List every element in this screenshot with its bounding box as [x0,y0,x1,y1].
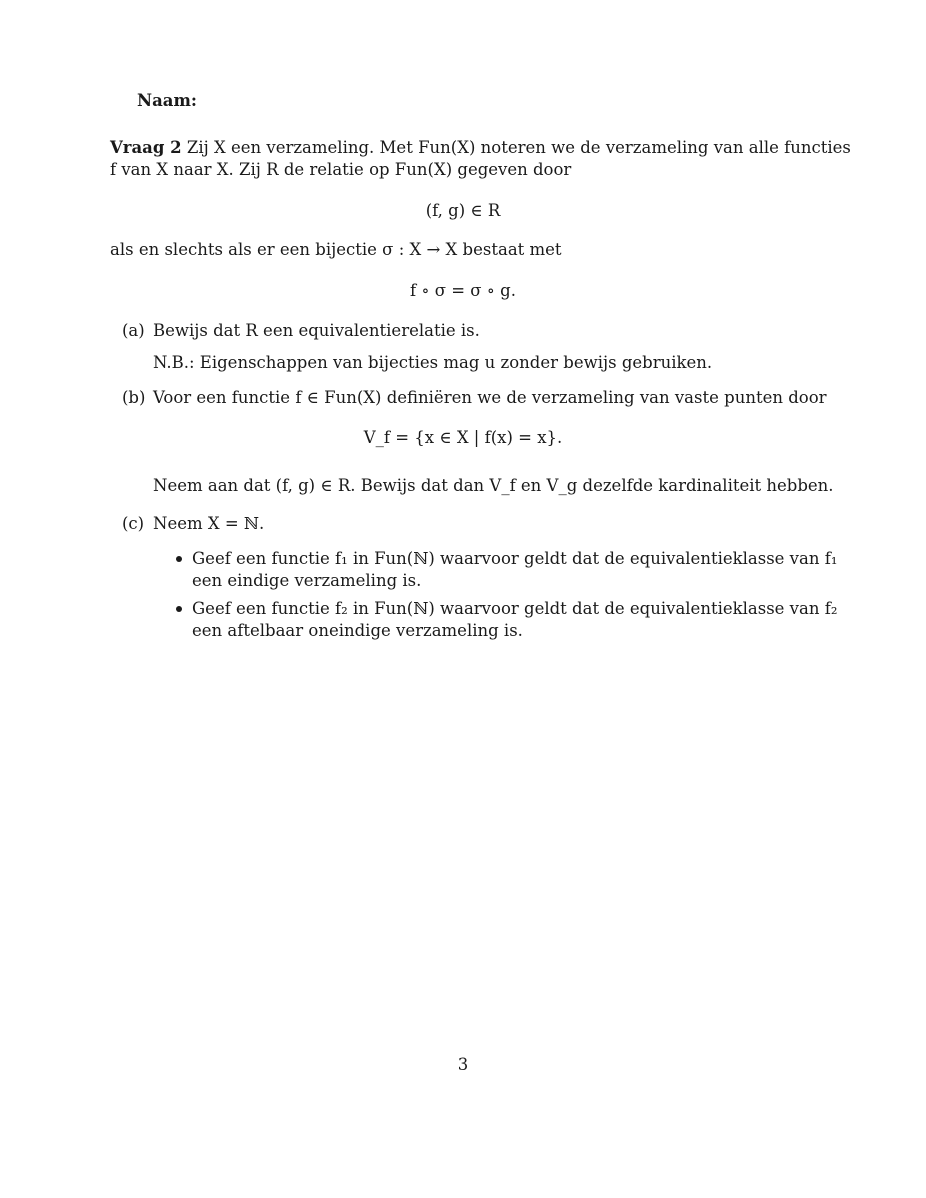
part-a-text: Bewijs dat R een equivalentierelatie is. [153,321,480,340]
bullet-dot-1 [176,556,182,562]
part-b-followup: Neem aan dat (f, g) ∈ R. Bewijs dat dan V_f en V_g dezelfde kardinaliteit hebben. [153,476,834,495]
display-composition: f ∘ σ = σ ∘ g. [410,281,516,300]
part-b-display: V_f = {x ∈ X | f(x) = x}. [363,428,563,447]
question-intro-text: Zij X een verzameling. Met Fun(X) noteren we de verzameling van alle functies [186,138,851,157]
question-intro-line1 [110,137,851,159]
bullet-2-line1: Geef een functie f₂ in Fun(ℕ) waarvoor geldt dat de equivalentieklasse van f₂ [192,599,838,618]
bullet-dot-2 [176,606,182,612]
question-middle-line: als en slechts als er een bijectie σ : X → X bestaat met [110,240,562,259]
bullet-1-line2: een eindige verzameling is. [192,571,422,590]
page-number: 3 [457,1055,469,1074]
question-label: Vraag 2 [110,138,182,157]
bullet-2-line2: een aftelbaar oneindige verzameling is. [192,621,523,640]
bullet-1-line1: Geef een functie f₁ in Fun(ℕ) waarvoor geldt dat de equivalentieklasse van f₁ [192,549,838,568]
part-a-marker: (a) [122,321,145,340]
part-c-text: Neem X = ℕ. [153,514,265,533]
part-b-text: Voor een functie f ∈ Fun(X) definiëren we de verzameling van vaste punten door [153,388,827,407]
part-a-note: N.B.: Eigenschappen van bijecties mag u zonder bewijs gebruiken. [153,353,713,372]
question-intro-line2: f van X naar X. Zij R de relatie op Fun(X) gegeven door [110,160,572,179]
part-c-marker: (c) [122,514,145,533]
part-b-marker: (b) [122,388,146,407]
name-label: Naam: [137,91,198,110]
display-relation: (f, g) ∈ R [425,201,501,220]
